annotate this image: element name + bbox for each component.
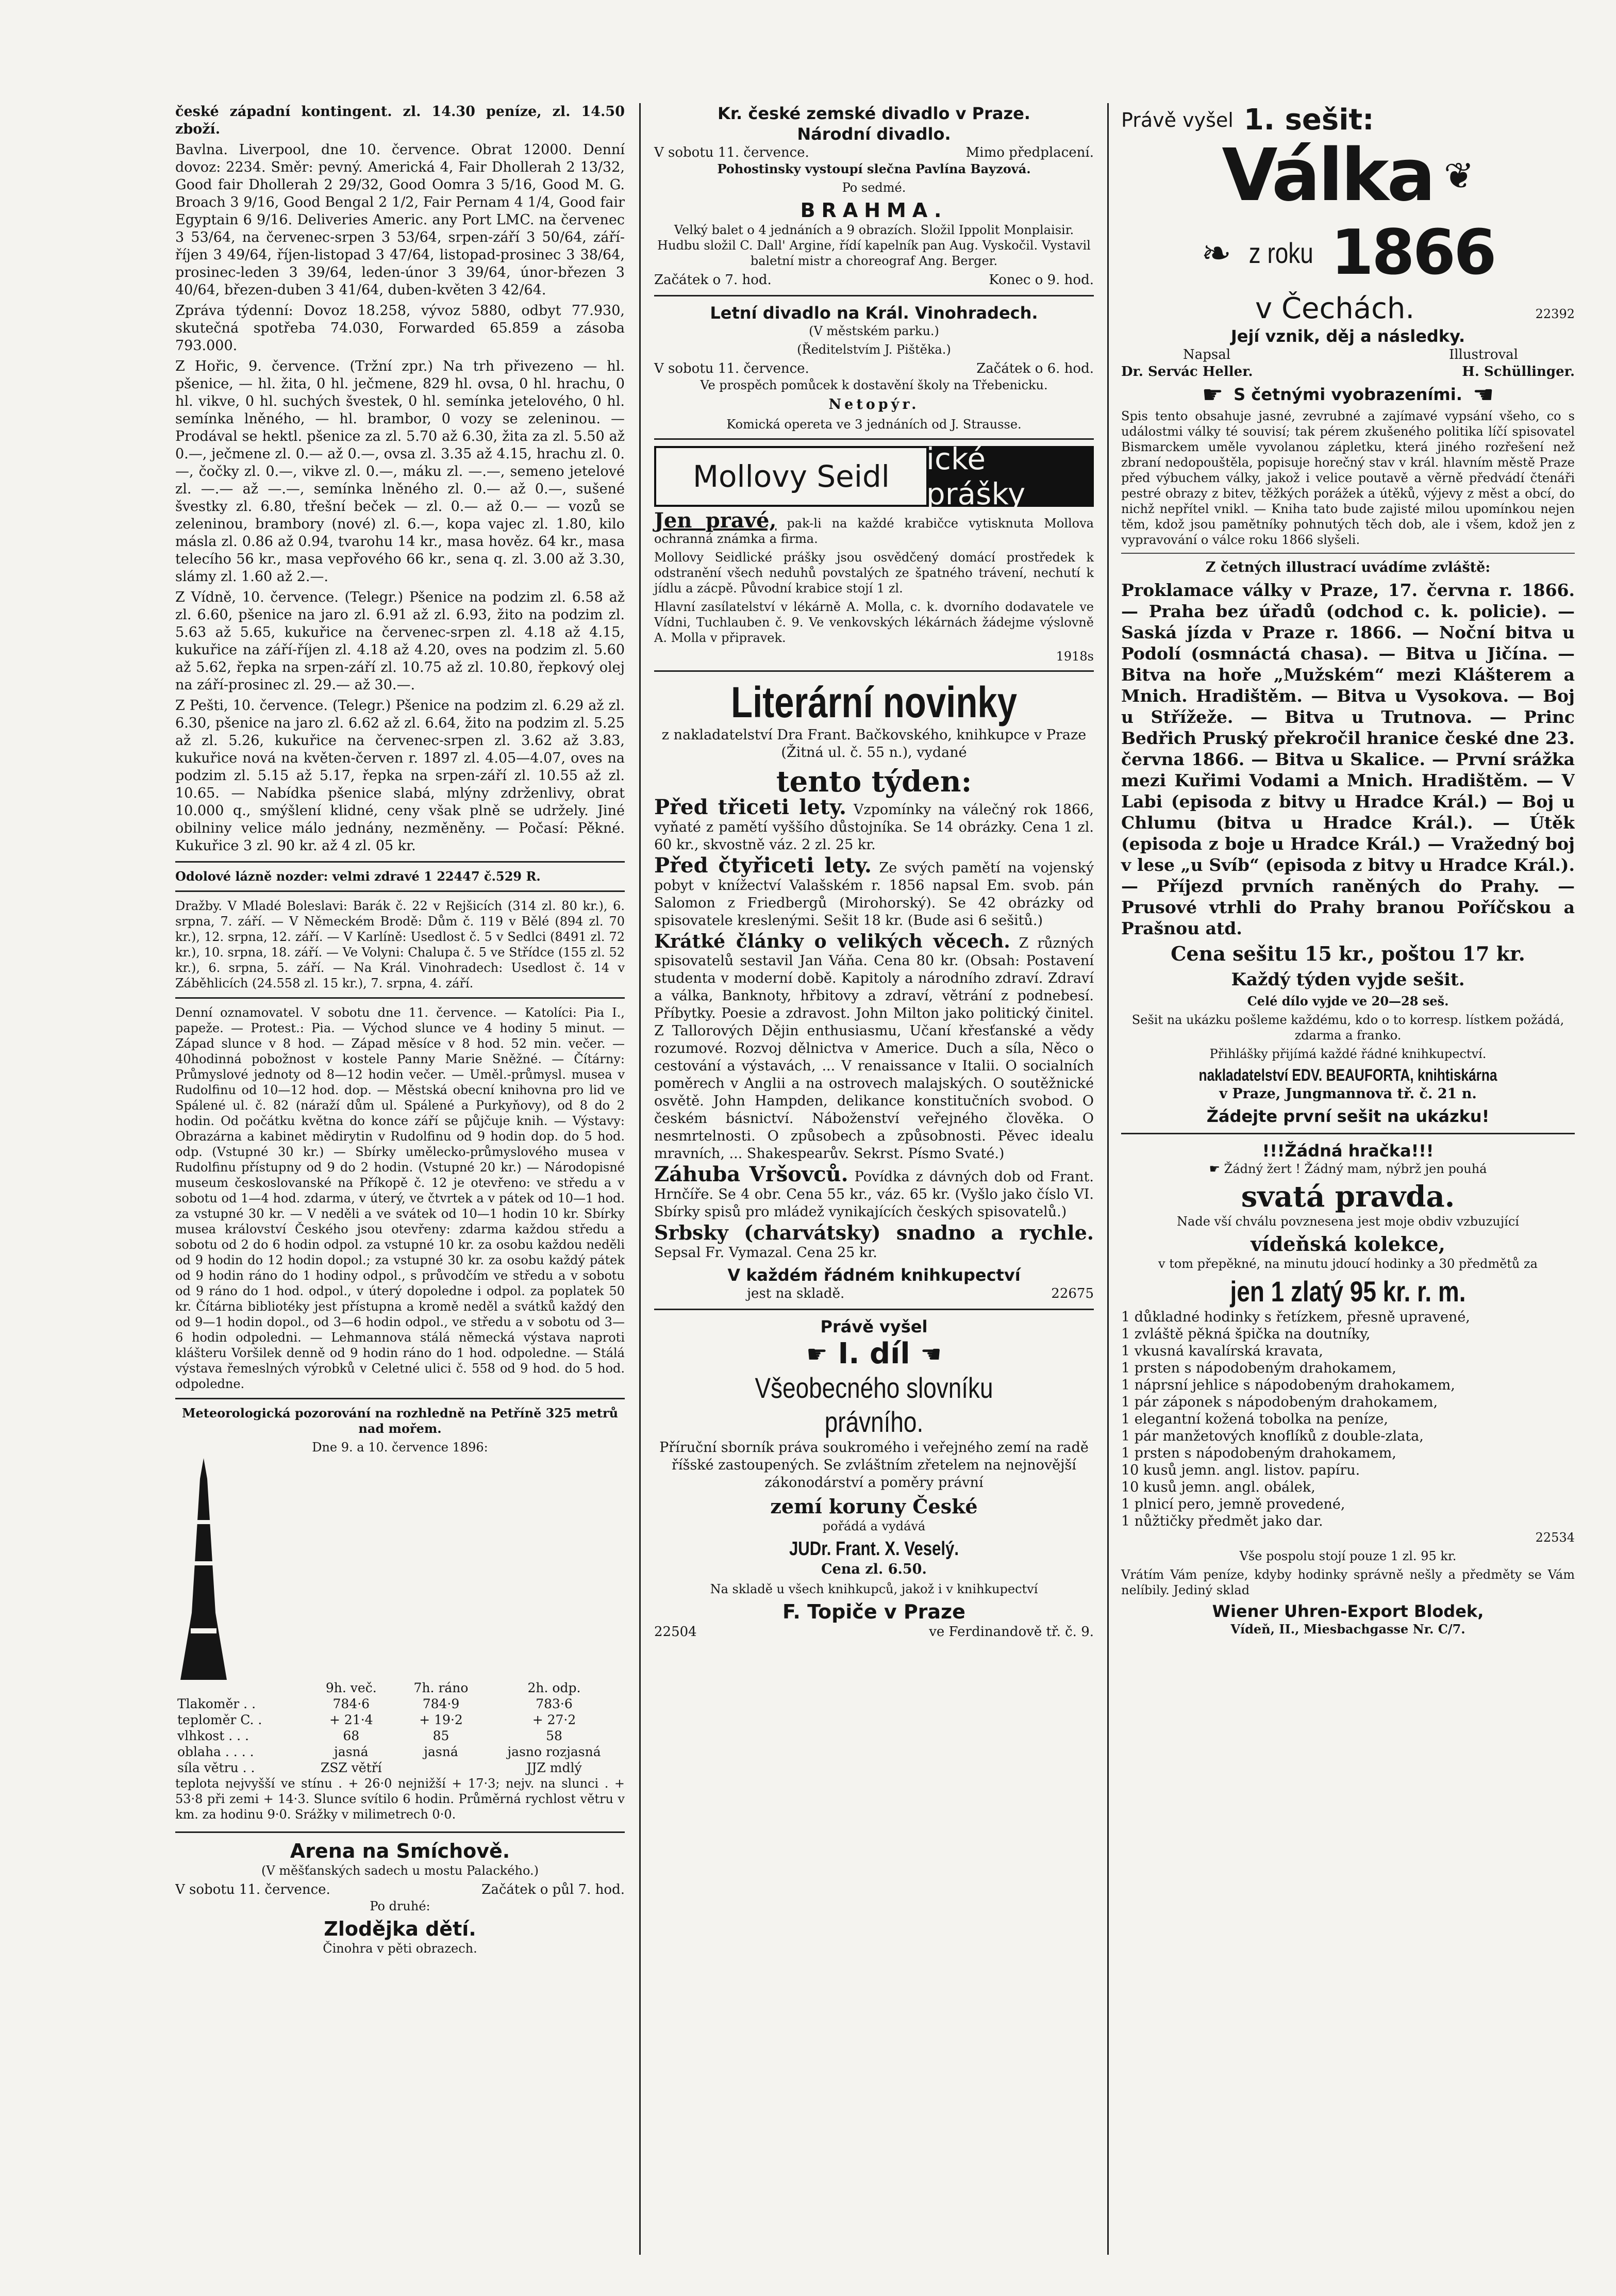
mollovy-genuine: Jen pravé, pak-li na každé krabičce vytisknuta Mollova ochranná známka a firma. [654,508,1094,546]
pointing-hand-icon: ☚ [1472,381,1494,408]
summer-play-desc: Komická opereta ve 3 jednáních od J. Strausse. [726,417,1022,432]
toy-items [1121,1309,1575,1530]
column-market-reports [175,103,639,2255]
column-theatre-literature [639,103,1107,2255]
divider [175,997,625,999]
meteo-title: Meteorologická pozorování na rozhledně na Petříně 325 metrů nad mořem. [181,1406,619,1436]
theatre-times: Začátek o 7. hod. Konec o 9. hod. [654,272,1094,288]
ornament-icon: ❦ [1444,155,1474,197]
list-item: 10 kusů jemn. angl. listov. papíru. [1121,1462,1360,1478]
dict-pre: Právě vyšel [820,1317,928,1336]
toy-sub: ☛ Žádný žert ! Žádný mam, nýbrž jen pouhá [1209,1162,1487,1176]
toy-number: 22534 [1535,1530,1575,1545]
list-item: 1 zvláště pěkná špička na doutníky, [1121,1326,1371,1342]
ask-sample: Žádejte první sešit na ukázku! [1206,1106,1490,1126]
toy-ship: Vše pospolu stojí pouze 1 zl. 95 kr. [1239,1549,1457,1563]
vienna-report: Z Vídně, 10. července. (Telegr.) Pšenice na podzim zl. 6.58 až zl. 6.60, pšenice na jaro zl. 6.91 až zl. 6.93, žito na podzim zl. 5.63 až 5.65, kukuřice na červenec-srpen zl. 4.18 až 4.15, kukuřice na září-říjen zl. 4.18 až 4.20, oves na podzim zl. 5.60 až 5.62, řepka na srpen-září zl. 10.75 až zl. 10.80, řepkový olej na září-prosinec zl. 29.— až 30.—. [175,589,625,693]
arena-play-sub: Činohra v pěti obrazech. [323,1941,477,1956]
many-pics-row: ☛ S četnými vyobrazeními. ☚ [1202,381,1494,408]
dict-part-row: ☛ I. díl ☚ [806,1337,942,1370]
summer-theatre-title: Letní divadlo na Král. Vinohradech. [710,303,1038,323]
orders: Přihlášky přijímá každé řádné knihkupectví. [1209,1047,1487,1061]
dict-editor: JUDr. Frant. X. Veselý. [789,1538,959,1560]
theatre-title: Kr. české zemské divadlo v Praze. [718,104,1030,123]
cotton-report: Bavlna. Liverpool, dne 10. července. Obrat 12000. Denní dovoz: 2234. Směr: pevný. Americká 4, Fair Dhollerah 2 13/32, Good fair Dhollerah 2 29/32, Good Oomra 3 5/16, Good M. G. Broach 3 9/16, Good Bengal 2 1/2, Fair Pernam 4 1/4, Good fair Egyptain 6 9/16. Deliveries Americ. any Port LMC. na červenec 3 53/64, na červenec-srpen 3 53/64, srpen-září 3 50/64, září-říjen 3 49/64, říjen-listopad 3 47/64, listopad-prosinec 3 38/64, prosinec-leden 3 39/64, leden-únor 3 39/64, únor-březen 3 40/64, březen-duben 3 41/64, duben-květen 3 42/64. [175,142,625,298]
list-item: 1 vkusná kavalírská kravata, [1121,1343,1323,1359]
list-item: 1 pár manžetových knoflíků z double-zlata, [1121,1428,1424,1444]
dict-title1: Všeobecného slovníku [755,1372,993,1404]
theatre-guest: Pohostinsky vystoupí slečna Pavlína Bayzová. [717,161,1031,176]
dict-text: Příruční sborník práva soukromého i veřejného zemí na radě říšské zastoupených. Se zvláštním zřetelem na nejnovější zákonodárství a poměry právní [659,1440,1089,1491]
list-item: 1 nůžtičky předmět jako dar. [1121,1513,1323,1529]
toy-cont: v tom přepěkné, na minutu jdoucí hodinky a 30 předmětů za [1158,1257,1538,1271]
mollovy-banner: Mollovy Seidl ické prášky [654,446,1094,507]
divider [175,890,625,892]
list-item: 1 plnicí pero, jemně provedené, [1121,1496,1345,1512]
summer-desc: Ve prospěch pomůcek k dostavění školy na Třebenicku. [700,378,1048,392]
arena-second: Po druhé: [370,1899,430,1913]
theatre-subtitle: Národní divadlo. [797,124,951,144]
credits-labels: Napsal Illustroval [1183,347,1518,362]
horice-report: Z Hořic, 9. července. (Tržní zpr.) Na trh přivezeno — hl. pšenice, — hl. žita, 0 hl. ječmene, 829 hl. ovsa, 0 hl. hrachu, 0 hl. vikve, 0 hl. suchých švestek, 0 hl. semínka jetelového, 0 hl. semínka lněného, — hl. brambor, 0 vozy se zeleninou. — Prodával se hektl. pšenice za zl. 5.70 až 6.30, žita za zl. 5.50 až 0.—, ječmene zl. 0.— až 0.—, ovsa zl. 3.35 až 4.15, hrachu zl. 0.—, čočky zl. 0.—, vikve zl. 0.—, máku zl. —.—, semeno jetelové zl. —.— až —.—, semínka lněného zl. 0.— až 0.—, sušené švestky zl. 6.80, třešní beček — zl. 0.— až 0.— — vozů se zeleninou, brambory (nové) zl. 6.—, kopa vajec zl. 1.80, kilo másla zl. 0.86 až 0.94, tvarohu 14 kr., masa hověz. 64 kr., masa telecího 56 kr., masa vepřového 66 kr., sena q. zl. 3.00 až 3.30, slámy zl. 1.60 až 2.—. [175,358,625,585]
list-item: 10 kusů jemn. angl. obálek, [1121,1479,1315,1495]
dict-publisher: F. Topiče v Praze [782,1600,965,1623]
cechy-row: v Čechách. 22392 [1255,292,1575,325]
list-item: 1 pár záponek s nápodobeným drahokamem, [1121,1394,1438,1410]
toy-note: Nade vší chválu povznesena jest moje obdiv vzbuzující [1177,1214,1519,1229]
origin: Její vznik, děj a následky. [1230,326,1465,346]
dict-title2: právního. [824,1406,924,1438]
theatre-desc: Velký balet o 4 jednáních a 9 obrazích. Složil Ippolit Monplaisir. Hudbu složil C. Dall' Argine, řídí kapelník pan Aug. Vyskočil. Vystavil baletní mistr a choreograf Ang. Berger. [657,223,1091,268]
pest-report: Z Pešti, 10. července. (Telegr.) Pšenice na podzim zl. 6.29 až zl. 6.30, pšenice na jaro zl. 6.62 až zl. 6.64, žito na podzim zl. 5.25 až zl. 5.26, kukuřice na červenec-srpen zl. 3.62 až 3.83, kukuřice nová na květen-červen r. 1897 zl. 4.05—4.07, oves na podzim zl. 5.15 až 5.17, řepka na srpen-září zl. 10.55 až zl. 10.65. — Nabídka pšenice slabá, mlýny zdrženlivy, obrat 10.000 q., smýšlení klidné, ceny však plně se udržely. Jiné obilniny velice málo jednány, nezměněny. — Počasí: Pěkné. Kukuřice 3 zl. 90 kr. až 4 zl. 05 kr. [175,698,625,854]
meteo-dates: Dne 9. a 10. července 1896: [312,1440,488,1455]
divider [175,1398,625,1399]
auctions: Dražby. V Mladé Boleslavi: Barák č. 22 v Rejšicích (314 zl. 80 kr.), 6. srpna, 7. září. — V Německém Brodě: Dům č. 119 v Bělé (894 zl. 70 kr.), 12. srpna, 12. září. — V Karlíně: Usedlost č. 5 v Sedlci (8491 zl. 72 kr.), 10. srpna, 18. září. — Ve Volyni: Chalupa č. 5 ve Střídce (155 zl. 52 kr.), 6. srpna, 5. září. — Na Král. Vinohradech: Usedlost č. 14 v Záběhlicích (24.558 zl. 15 kr.), 7. srpna, 4. září. [175,899,625,990]
book-entry: Srbsky (charvátsky) snadno a rychle. Sepsal Fr. Vymazal. Cena 25 kr. [654,1221,1094,1261]
daily-notices: Denní oznamovatel. V sobotu dne 11. července. — Katolíci: Pia I., papeže. — Protest.: Pia. — Východ slunce ve 4 hodiny 5 minut. — Západ slunce v 8 hod. — Západ měsíce v 8 hod. 52 min. večer. — 40hodinná pobožnost v kostele Panny Marie Sněžné. — Čítárny: Průmyslové jednoty od 8—12 hodin večer. — Uměl.-průmysl. musea v Rudolfinu od 10—12 hod. dop. — Městská obecní knihovna pro lid ve Spálené ul. č. 82 (náraží dům ul. Spálené a Purkyňovy), od 8 do 2 hodin. Od počátku května do konce září se půjčuje knih. — Výstavy: Obrazárna a kabinet mědirytin v Rudolfinu od 9 hodin dop. do 5 hod. odp. (Vstupné 30 kr.) — Sbírky umělecko-průmyslového musea v Rudolfinu přístupny od 9 do 2 hodin. (Vstupné 20 kr.) — Národopisné museum českoslovanské na Příkopě č. 12 je otevřeno: ve středu a v sobotu od 1—4 hod. zdarma, v úterý, ve čtvrtek a v pátek od 10—1 hod. za vstupné 30 kr. — V neděli a ve svátek od 10—1 hodin 10 kr. Sbírky musea království Českého jsou otevřeny: zdarma každou středu a sobotu od 2 do 6 hodin odpol. za vstupné 10 kr. za osobu každou neděli od 9 hodin do 12 hodin dopol.; za vstupné 30 kr. za osobu každý pátek od 9 hodin ráno do 1 hodiny odpol., s průvodčím ve středu a v sobotu od 9 ráno do 1 hod. odpol., v úterý dopoledne i odpol. za poplatek 50 kr. Čítárna bibliotéky jest přístupna a kromě neděl a svátků každý den od 9—1 hodin dopol., od 3—6 hodin odpol., ve středu a v sobotu od 3—6 hodin odpoledni. — Lehmannova stálá německá výstava naproti klášteru Voršilek denně od 9 hodin ráno do 1 hod. odpoledne. — Stálá výstava řemeslných výrobků v Celetné ulici č. 558 od 9 hod. do 5 hod. odpoledne. [175,1005,625,1391]
weekly-report: Zpráva týdenní: Dovoz 18.258, vývoz 5880, odbyt 77.930, skutečná spotřeba 74.030, Forwarded 65.859 a zásoba 793.000. [175,303,625,354]
mollovy-number: 1918s [1056,649,1094,664]
divider [654,438,1094,440]
summer-schedule: V sobotu 11. července. Začátek o 6. hod. [654,361,1094,376]
literary-every: V každém řádném knihkupectví [727,1265,1021,1285]
table-row: teploměr C. . + 21·4 + 19·2 + 27·2 [177,1712,576,1727]
toy-price: jen 1 zlatý 95 kr. r. m. [1230,1275,1466,1308]
divider [654,670,1094,672]
toy-firm: Wiener Uhren-Export Blodek, [1212,1601,1484,1621]
meteo-block [175,1458,625,1825]
illus-list: Proklamace války v Praze, 17. června r. 1866. — Praha bez úřadů (odchod c. k. policie). — Saská jízda v Praze r. 1866. — Noční bitva u Podolí (osmnáctá chasa). — Bitva u Jičína. — Bitva na hoře „Mužském“ mezi Klášterem a Mnich. Hradištěm. — Bitva u Vysokova. — Boj u Střížeže. — Bitva u Trutnova. — Princ Bedřich Pruský překročil hranice české dne 23. června 1866. — Bitva u Skalice. — První srážka mezi Kuřimi Vodami a Mnich. Hradištěm. — V Labi (episoda z bitvy u Hradce Král.) — Boj u Chlumu (bitva u Hradce Král.). — Útěk (episoda z boje u Hradce Král.) — Vražedný boj v lese „u Svíb“ (episoda z bitvy u Hradce Král.). — Příjezd prvních raněných do Prahy. — Prusové vtrhli do Prahy branou Poříčskou a Prašnou atd. [1121,580,1575,938]
divider [1121,1133,1575,1134]
mollovy-depot: Hlavní zasílatelství v lékárně A. Molla, c. k. dvorního dodavatele ve Vídni, Tuchlauben č. 9. Ve venkovských lékárnách žádejme výslovně A. Molla v připravek. [654,600,1094,645]
toy-collection: vídeňská kolekce, [1251,1232,1445,1256]
divider [654,295,1094,296]
dict-stock: Na skladě u všech knihkupců, jakož i v knihkupectví [710,1582,1038,1596]
table-row: Tlakoměr . . 784·6 784·9 783·6 [177,1696,573,1711]
column-war-book [1107,103,1575,2255]
list-item: 1 prsten s nápodobeným drahokamem, [1121,1445,1396,1461]
table-row: oblaha . . . . jasná jasná jasno rozjasná [177,1744,601,1759]
issue-row: Právě vyšel 1. sešit: [1121,103,1374,137]
pointing-hand-icon: ☛ [1202,381,1224,408]
meteo-table [175,1680,625,1776]
mollovy-text: Mollovy Seidlické prášky jsou osvědčený domácí prostředek k odstranění všech neduhů povstalých ze špatného trávení, nechutí k jídlu a zácpě. Původní krabice stojí 1 zl. [654,550,1094,596]
literary-news-title: Literární novinky [730,678,1018,726]
book-entry: Před čtyřiceti lety. Ze svých pamětí na vojenský pobyt v knížectví Valašském r. 1856 napsal Em. svob. pán Salomon z Friedbergů (Mirohorský). Se 42 obrázky od spisovatele kreslenými. Sešit 18 kr. (Bude asi 6 sešitů.) [654,853,1094,929]
publisher-address: v Praze, Jungmannova tř. č. 21 n. [1219,1086,1477,1102]
divider [1121,553,1575,554]
market-intro: české západní kontingent. zl. 14.30 peníze, zl. 14.50 zboží. [175,104,625,137]
toy-return: Vrátím Vám peníze, kdyby hodinky správně nešly a předměty se Vám nelíbily. Jediný sklad [1121,1567,1575,1597]
dict-price: Cena zl. 6.50. [821,1561,927,1577]
divider [654,1309,1094,1310]
table-row: vlhkost . . . 68 85 58 [177,1728,562,1743]
sample-offer: Sešit na ukázku pošleme každému, kdo o to korresp. lístkem požádá, zdarma a franko. [1131,1013,1564,1043]
summer-sub1: (V městském parku.) [809,324,939,338]
arena-play: Zlodějka dětí. [324,1918,476,1940]
toy-address: Vídeň, II., Miesbachgasse Nr. C/7. [1230,1622,1465,1637]
pointing-hand-icon: ☚ [920,1340,942,1368]
list-item: 1 elegantní kožená tobolka na peníze, [1121,1411,1388,1427]
price: Cena sešitu 15 kr., poštou 17 kr. [1171,942,1525,965]
spa-notice: Odolové lázně nozder: velmi zdravé 1 22447 č.529 R. [175,869,541,884]
arena-title: Arena na Smíchově. [290,1840,510,1862]
book-entry: Před třiceti lety. Vzpomínky na válečný rok 1866, vyňaté z pamětí vyššího důstojníka. Se 14 obrázky. Cena 1 zl. 60 kr., skvostně váz. 2 zl. 25 kr. [654,795,1094,853]
publisher: nakladatelství EDV. BEAUFORTA, knihtiskárna [1198,1066,1497,1084]
arena-schedule: V sobotu 11. července. Začátek o půl 7. hod. [175,1882,625,1897]
list-item: 1 náprsní jehlice s nápodobeným drahokamem, [1121,1377,1455,1393]
literary-stock: jest na skladě. 22675 [747,1286,1094,1301]
book-entry: Krátké články o velikých věcech. Z různých spisovatelů sestavil Jan Váňa. Cena 80 kr. (Obsah: Postavení studenta v moderní době. Kapitoly a národního zdraví. Zdraví a válka, Banknoty, hřbitovy a zdraví, větrání z podnebesí. Příbytky. Poesie a zdravost. John Milton jako politický činitel. Z Tallorových Dějin enthusiasmu, Učaní křesťanské a vědy rozumové. Rozvoj dělnictva v Americe. Duch a síla, Něco o cestování a výstavách, ... V renaissance v Italii. O socialních poměrech v Anglii a na ostrovech malajských. O soutěžnické osvětě. John Hampden, delikance konstitučních svobod. O českém básnictví. Náboženství veřejného člověka. O nesmrtelnosti. O způsobech a způsobnosti. Pěvec idealu mravních, ... Shakespearův. Sekrst. Písmo Svaté.) [654,931,1094,1162]
toy-truth: svatá pravda. [1241,1180,1455,1214]
pointing-hand-icon: ☛ [806,1340,828,1368]
list-item: 1 prsten s nápodobeným drahokamem, [1121,1360,1396,1376]
weekly: Každý týden vyjde sešit. [1231,969,1465,990]
book-entry: Záhuba Vršovců. Povídka z dávných dob od Frant. Hrnčíře. Se 4 obr. Cena 55 kr., váz. 65 kr. (Vyšlo jako číslo VI. Sbírky spisů pro mládež vynikajících českých spisovatelů.) [654,1162,1094,1220]
divider [175,861,625,863]
ornament-icon: ❧ [1201,232,1232,274]
theatre-schedule: V sobotu 11. července. Mimo předplacení. [654,145,1094,160]
summer-sub2: (Ředitelstvím J. Pištěka.) [797,342,951,357]
dict-kingdom: zemí koruny České [770,1495,978,1518]
meteo-extra: teplota nejvyšší ve stínu . + 26·0 nejnižší + 17·3; nejv. na slunci . + 53·8 při zemi + 14·3. Slunce svítilo 6 hodin. Průměrná rychlost větru v km. za hodinu 9·0. Srážky v milimetrech 0·0. [175,1776,625,1822]
divider [175,1831,625,1833]
arena-subtitle: (V měšťanských sadech u mostu Palackého.) [261,1863,539,1878]
literary-week: tento týden: [776,765,972,799]
theatre-seventh: Po sedmé. [842,180,906,195]
literary-from: z nakladatelství Dra Frant. Bačkovského, knihkupce v Praze (Žitná ul. č. 55 n.), vydané [661,727,1087,761]
dict-footer: 22504 ve Ferdinandově tř. č. 9. [654,1624,1094,1640]
theatre-play: BRAHMA. [800,199,948,222]
toy-head: !!!Žádná hračka!!! [1262,1141,1434,1161]
book-description: Spis tento obsahuje jasné, zevrubné a zajímavé vypsání všeho, co s událostmi války té souvisí; tak pérem zkušeného politika líčí spisovatel Bismarckem uměle vyvolanou zápletku, která jiného rozřešení než zbraní nedopouštěla, popisuje horečný stav v král. hlavním městě Praze před výbuchem války, jakož i velice poutavě a věrně předvádí čtenáři pestré obrazy z bitev, těžkých porážek a útěků, výjevy z měst a obcí, do nichž nepřítel vnikl. — Kniha tato bude zajisté milou upomínkou nejen těm, kdož jsou pamětníky pohnutých těch dob, ale i všem, kdož jen z vypravování o válce roku 1866 slyšeli. [1121,409,1575,547]
list-item: 1 důkladné hodinky s řetízkem, přesně upravené, [1121,1309,1470,1325]
summer-play: Netopýr. [828,397,920,412]
year-row: ❧ z roku 1866 [1201,217,1495,289]
credits-names: Dr. Servác Heller. H. Schüllinger. [1121,364,1575,379]
table-row: 9h. več. 7h. ráno 2h. odp. [325,1680,581,1695]
valka-row: Válka ❦ [1222,134,1474,218]
illus-head: Z četných illustrací uvádíme zvláště: [1205,559,1491,575]
dict-edited: pořádá a vydává [822,1519,926,1533]
table-row: síla větru . . ZSZ větří JJZ mdlý [177,1760,582,1775]
pointing-hand-icon: ☛ [1209,1162,1221,1176]
whole-work: Celé dílo vyjde ve 20—28 seš. [1247,994,1449,1009]
petrin-tower-icon [175,1458,232,1680]
